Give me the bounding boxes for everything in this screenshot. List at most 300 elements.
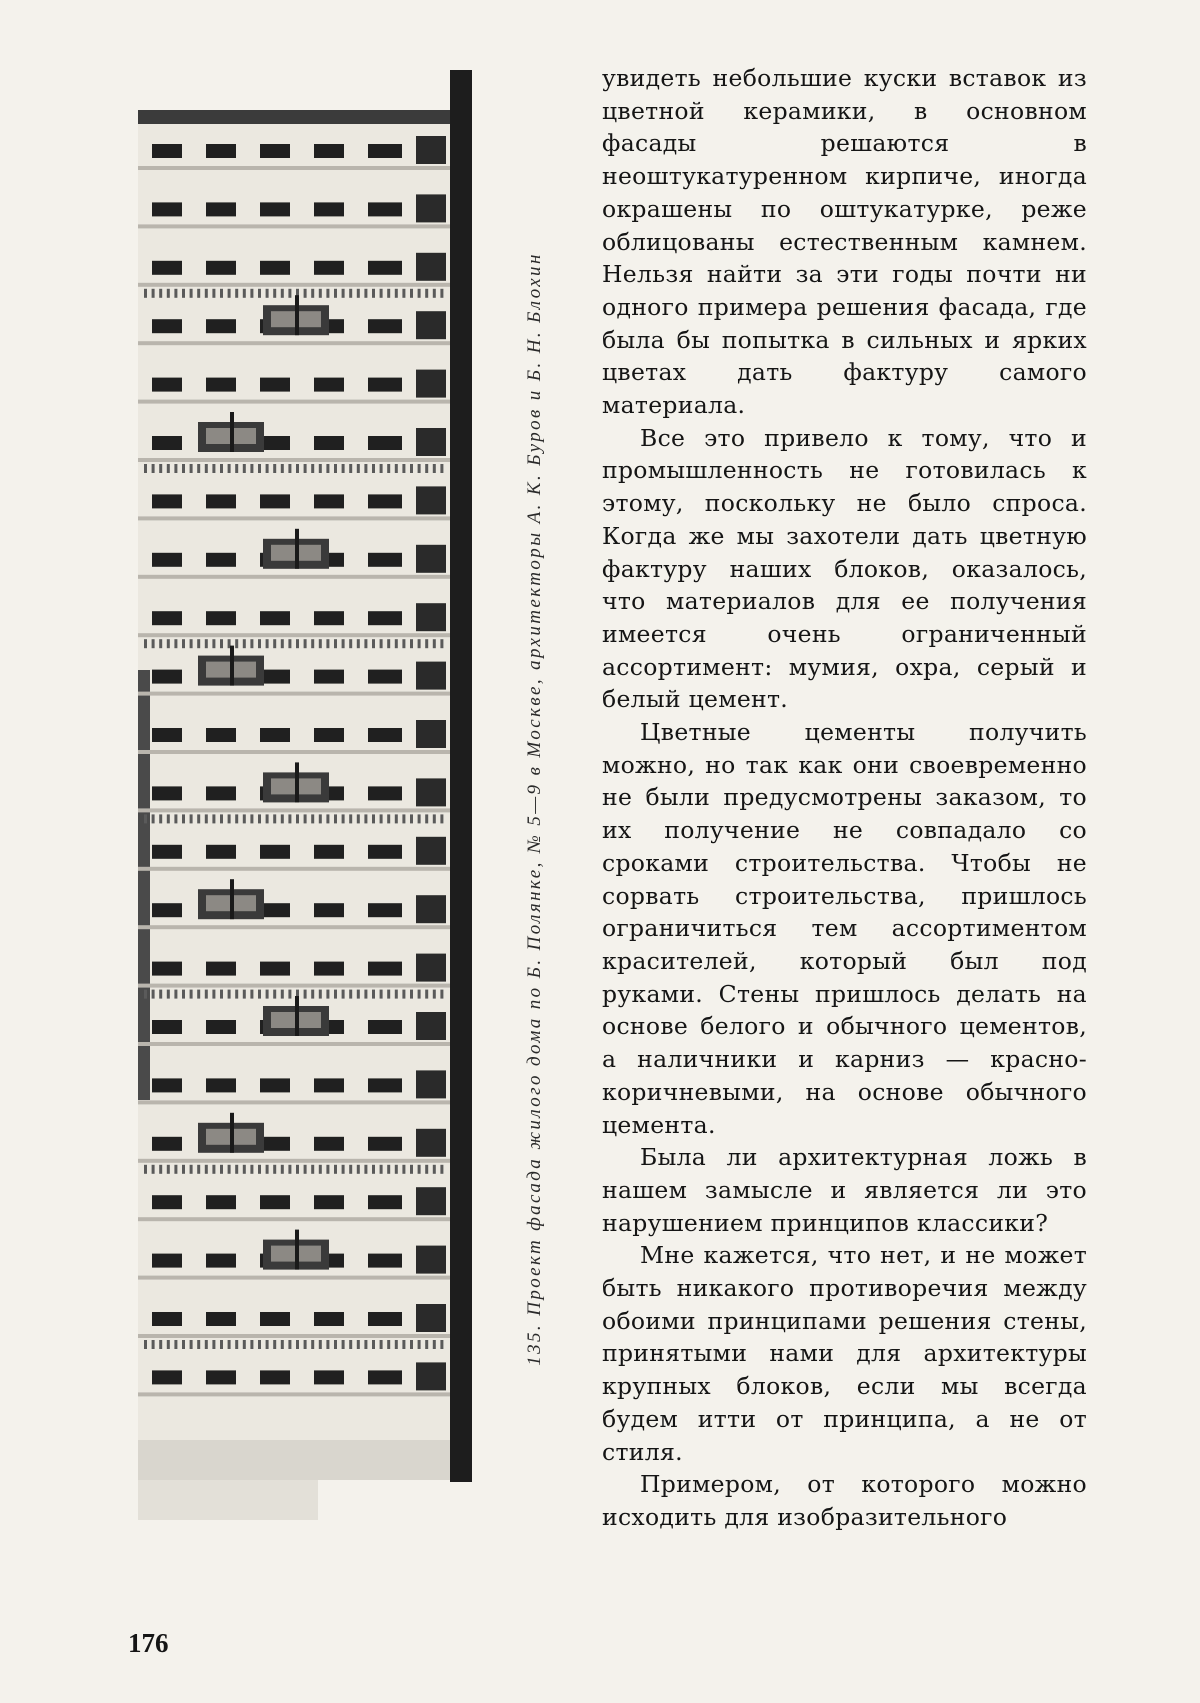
cornice-dentil [205, 814, 208, 823]
cornice-dentil [402, 639, 405, 648]
balcony-post [295, 529, 299, 569]
cornice-dentil [380, 289, 383, 298]
cornice-dentil [364, 990, 367, 999]
window [314, 1370, 344, 1384]
cornice-dentil [174, 289, 177, 298]
window [152, 319, 182, 333]
window [314, 494, 344, 508]
cornice-dentil [212, 464, 215, 473]
cornice-dentil [182, 289, 185, 298]
window [152, 670, 182, 684]
window [206, 786, 236, 800]
cornice-dentil [174, 1165, 177, 1174]
window [206, 611, 236, 625]
cornice-dentil [304, 464, 307, 473]
window [206, 319, 236, 333]
window [416, 954, 446, 982]
cornice-dentil [380, 1165, 383, 1174]
floor-band [138, 166, 450, 170]
window [416, 837, 446, 865]
cornice-dentil [212, 639, 215, 648]
window [314, 144, 344, 158]
cornice-dentil [212, 289, 215, 298]
cornice-dentil [266, 464, 269, 473]
floor-band [138, 283, 450, 287]
cornice-dentil [243, 639, 246, 648]
cornice-dentil [167, 289, 170, 298]
cornice-dentil [281, 1165, 284, 1174]
cornice-dentil [288, 464, 291, 473]
floor-band [138, 341, 450, 345]
window [152, 202, 182, 216]
window [152, 1195, 182, 1209]
window [206, 378, 236, 392]
cornice-dentil [167, 990, 170, 999]
cornice-dentil [273, 464, 276, 473]
cornice-dentil [197, 1340, 200, 1349]
cornice-dentil [387, 814, 390, 823]
cornice-dentil [380, 464, 383, 473]
cornice-dentil [258, 289, 261, 298]
window [152, 378, 182, 392]
cornice-dentil [433, 814, 436, 823]
cornice-dentil [212, 1340, 215, 1349]
window [152, 1370, 182, 1384]
cornice-dentil [182, 1165, 185, 1174]
cornice-dentil [250, 814, 253, 823]
cornice-dentil [220, 289, 223, 298]
cornice-dentil [190, 289, 193, 298]
cornice-dentil [250, 1165, 253, 1174]
cornice-dentil [228, 990, 231, 999]
window [368, 378, 402, 392]
cornice-dentil [159, 289, 162, 298]
cornice-dentil [425, 814, 428, 823]
paragraph: Цветные цементы получить можно, но так как они своевременно не были предусмотрены заказом, то их получение не совпадало со сроками строительства. Чтобы не сорвать строительства, пришлось ограничиться тем ассортиментом красителей, который был под руками. Стены пришлось делать на основе белого и обычного цементов, а наличники и карниз — красно-коричневыми, на основе обычного цемента. [602, 718, 1087, 1139]
cornice-dentil [402, 464, 405, 473]
floor-band [138, 1276, 450, 1280]
window [416, 1187, 446, 1215]
cornice-dentil [357, 1165, 360, 1174]
cornice-dentil [235, 464, 238, 473]
window [368, 494, 402, 508]
window [314, 611, 344, 625]
cornice-dentil [326, 639, 329, 648]
cornice-dentil [326, 464, 329, 473]
cornice-dentil [281, 289, 284, 298]
cornice-dentil [273, 639, 276, 648]
cornice-dentil [372, 639, 375, 648]
cornice-dentil [235, 1340, 238, 1349]
cornice-dentil [342, 639, 345, 648]
cornice-dentil [281, 990, 284, 999]
balcony-post [230, 412, 234, 452]
cornice-dentil [296, 464, 299, 473]
cornice-dentil [372, 1340, 375, 1349]
window [206, 1254, 236, 1268]
cornice-dentil [220, 639, 223, 648]
cornice-dentil [167, 1340, 170, 1349]
cornice-dentil [266, 1340, 269, 1349]
cornice-dentil [190, 990, 193, 999]
cornice-dentil [418, 639, 421, 648]
cornice-dentil [288, 289, 291, 298]
cornice-dentil [228, 464, 231, 473]
cornice-dentil [220, 990, 223, 999]
floor-band [138, 1334, 450, 1338]
cornice-dentil [395, 814, 398, 823]
cornice-dentil [402, 1165, 405, 1174]
cornice-dentil [349, 814, 352, 823]
cornice-dentil [402, 990, 405, 999]
cornice-dentil [319, 990, 322, 999]
window [152, 786, 182, 800]
cornice-dentil [334, 464, 337, 473]
cornice-dentil [220, 1165, 223, 1174]
cornice-dentil [425, 639, 428, 648]
window [368, 1078, 402, 1092]
facade-shadow [138, 670, 150, 1100]
cornice-dentil [197, 639, 200, 648]
window [416, 545, 446, 573]
cornice-dentil [319, 1165, 322, 1174]
cornice-dentil [159, 1165, 162, 1174]
cornice-dentil [273, 1165, 276, 1174]
window [152, 436, 182, 450]
cornice-dentil [410, 1340, 413, 1349]
cornice-dentil [349, 464, 352, 473]
floor-band [138, 458, 450, 462]
cornice-dentil [205, 464, 208, 473]
cornice-dentil [174, 990, 177, 999]
cornice-dentil [395, 464, 398, 473]
cornice-dentil [372, 990, 375, 999]
cornice-dentil [159, 1340, 162, 1349]
cornice-dentil [144, 1340, 147, 1349]
cornice-dentil [364, 1340, 367, 1349]
window [416, 1362, 446, 1390]
cornice-dentil [311, 1340, 314, 1349]
window [314, 1137, 344, 1151]
cornice-dentil [243, 289, 246, 298]
window [152, 845, 182, 859]
cornice-dentil [357, 639, 360, 648]
paragraph: Была ли архитектурная ложь в нашем замысле и является ли это нарушением принципов классики? [602, 1143, 1087, 1237]
cornice-dentil [190, 1165, 193, 1174]
cornice-dentil [167, 639, 170, 648]
window [152, 1020, 182, 1034]
cornice-dentil [266, 990, 269, 999]
cornice-dentil [395, 1340, 398, 1349]
cornice-dentil [380, 990, 383, 999]
window [152, 611, 182, 625]
paragraph: увидеть небольшие куски вставок из цветной керамики, в основном фасады решаются в неоштукатуренном кирпиче, иногда окрашены по оштукатурке, реже облицованы естественным камнем. Нельзя найти за эти годы почти ни одного примера решения фасада, где была бы попытка в сильных и ярких цветах дать фактуру самого материала. [602, 64, 1087, 420]
window [368, 903, 402, 917]
cornice-dentil [288, 1340, 291, 1349]
cornice-dentil [433, 639, 436, 648]
cornice-dentil [159, 464, 162, 473]
window [206, 728, 236, 742]
window [314, 436, 344, 450]
window [206, 962, 236, 976]
window [260, 962, 290, 976]
window [314, 845, 344, 859]
cornice-dentil [311, 814, 314, 823]
cornice-dentil [387, 1340, 390, 1349]
cornice-dentil [311, 990, 314, 999]
window [260, 1195, 290, 1209]
window [206, 1195, 236, 1209]
cornice-dentil [182, 639, 185, 648]
cornice-dentil [174, 814, 177, 823]
cornice-dentil [326, 990, 329, 999]
cornice-dentil [372, 464, 375, 473]
window [206, 1370, 236, 1384]
facade-base [138, 1440, 450, 1480]
window [368, 319, 402, 333]
window [314, 202, 344, 216]
cornice-dentil [410, 814, 413, 823]
cornice-dentil [372, 1165, 375, 1174]
cornice-dentil [334, 990, 337, 999]
window [368, 786, 402, 800]
window [206, 144, 236, 158]
window [416, 603, 446, 631]
ground [138, 1480, 318, 1520]
window [416, 662, 446, 690]
cornice-dentil [364, 464, 367, 473]
cornice-dentil [250, 639, 253, 648]
window [314, 962, 344, 976]
cornice-dentil [418, 990, 421, 999]
cornice-dentil [433, 1340, 436, 1349]
window [314, 670, 344, 684]
window [206, 261, 236, 275]
cornice-dentil [380, 639, 383, 648]
cornice-dentil [152, 289, 155, 298]
window [416, 720, 446, 748]
cornice-dentil [182, 990, 185, 999]
window [368, 728, 402, 742]
window [152, 494, 182, 508]
cornice-dentil [342, 464, 345, 473]
cornice-dentil [228, 1340, 231, 1349]
cornice-dentil [250, 289, 253, 298]
cornice-dentil [304, 990, 307, 999]
cornice-dentil [159, 639, 162, 648]
cornice-dentil [418, 464, 421, 473]
cornice-dentil [228, 289, 231, 298]
facade-illustration [138, 70, 490, 1548]
cornice-dentil [410, 464, 413, 473]
window [260, 903, 290, 917]
cornice-dentil [235, 289, 238, 298]
cornice-dentil [174, 639, 177, 648]
floor-band [138, 1042, 450, 1046]
window [152, 962, 182, 976]
window [260, 845, 290, 859]
cornice-dentil [433, 289, 436, 298]
window [260, 261, 290, 275]
cornice-dentil [235, 814, 238, 823]
cornice-dentil [387, 464, 390, 473]
window [260, 378, 290, 392]
cornice-dentil [144, 1165, 147, 1174]
window [260, 670, 290, 684]
window [314, 1195, 344, 1209]
cornice-dentil [159, 990, 162, 999]
cornice-dentil [395, 289, 398, 298]
cornice-dentil [190, 814, 193, 823]
balcony-post [295, 295, 299, 335]
window [416, 311, 446, 339]
cornice-dentil [334, 289, 337, 298]
cornice-dentil [304, 1340, 307, 1349]
cornice-dentil [167, 814, 170, 823]
cornice-dentil [380, 1340, 383, 1349]
cornice-dentil [440, 639, 443, 648]
cornice-dentil [395, 990, 398, 999]
cornice-dentil [190, 639, 193, 648]
body-text [602, 62, 1087, 1534]
cornice-dentil [220, 1340, 223, 1349]
cornice-dentil [319, 464, 322, 473]
cornice-dentil [402, 1340, 405, 1349]
window [368, 1370, 402, 1384]
cornice-dentil [425, 289, 428, 298]
window [416, 370, 446, 398]
cornice-dentil [319, 1340, 322, 1349]
floor-band [138, 1217, 450, 1221]
cornice-dentil [167, 1165, 170, 1174]
cornice-dentil [273, 1340, 276, 1349]
cornice-dentil [197, 814, 200, 823]
cornice-dentil [387, 289, 390, 298]
floor-band [138, 984, 450, 988]
window [260, 611, 290, 625]
cornice-dentil [235, 1165, 238, 1174]
cornice-dentil [152, 814, 155, 823]
balcony-post [230, 879, 234, 919]
cornice-dentil [235, 990, 238, 999]
window [368, 436, 402, 450]
window [416, 1012, 446, 1040]
cornice-dentil [440, 1340, 443, 1349]
floor-band [138, 925, 450, 929]
window [416, 1129, 446, 1157]
window [152, 553, 182, 567]
cornice-dentil [235, 639, 238, 648]
floor-band [138, 750, 450, 754]
window [260, 728, 290, 742]
cornice-dentil [304, 1165, 307, 1174]
cornice-dentil [440, 1165, 443, 1174]
cornice-dentil [402, 289, 405, 298]
window [152, 1078, 182, 1092]
floor-band [138, 224, 450, 228]
floor-band [138, 867, 450, 871]
cornice-dentil [273, 990, 276, 999]
cornice-dentil [228, 1165, 231, 1174]
facade-side-wall [450, 70, 472, 1482]
cornice-dentil [326, 1165, 329, 1174]
cornice-dentil [349, 289, 352, 298]
cornice-dentil [152, 990, 155, 999]
cornice-dentil [273, 814, 276, 823]
window [206, 494, 236, 508]
cornice-dentil [243, 464, 246, 473]
cornice-dentil [311, 1165, 314, 1174]
window [206, 1078, 236, 1092]
cornice-dentil [182, 814, 185, 823]
cornice-dentil [258, 814, 261, 823]
floor-band [138, 1159, 450, 1163]
cornice-dentil [296, 814, 299, 823]
cornice-dentil [182, 1340, 185, 1349]
cornice-dentil [372, 814, 375, 823]
cornice-dentil [197, 990, 200, 999]
cornice-dentil [387, 1165, 390, 1174]
cornice-dentil [342, 1340, 345, 1349]
cornice-dentil [395, 639, 398, 648]
floor-band [138, 516, 450, 520]
cornice-dentil [395, 1165, 398, 1174]
cornice-dentil [243, 814, 246, 823]
cornice-dentil [364, 1165, 367, 1174]
window [260, 144, 290, 158]
cornice-dentil [364, 639, 367, 648]
cornice-dentil [410, 289, 413, 298]
cornice-dentil [258, 990, 261, 999]
cornice-dentil [357, 464, 360, 473]
cornice-dentil [281, 639, 284, 648]
cornice-dentil [205, 990, 208, 999]
cornice-dentil [304, 639, 307, 648]
cornice-dentil [425, 1165, 428, 1174]
cornice-dentil [205, 639, 208, 648]
window [368, 1312, 402, 1326]
cornice-dentil [304, 814, 307, 823]
floor-band [138, 808, 450, 812]
cornice-dentil [380, 814, 383, 823]
cornice-dentil [349, 990, 352, 999]
cornice-dentil [152, 1340, 155, 1349]
cornice-dentil [144, 990, 147, 999]
cornice-dentil [410, 990, 413, 999]
cornice-dentil [357, 289, 360, 298]
cornice-dentil [266, 814, 269, 823]
window [314, 903, 344, 917]
window [152, 903, 182, 917]
cornice-dentil [281, 464, 284, 473]
cornice-dentil [334, 1340, 337, 1349]
paragraph: Мне кажется, что нет, и не может быть никакого противоречия между обоими принципами решения стены, принятыми нами для архитектуры крупных блоков, если мы всегда будем итти от принципа, а не от стиля. [602, 1241, 1087, 1466]
cornice-dentil [326, 1340, 329, 1349]
cornice-dentil [152, 1165, 155, 1174]
window [416, 136, 446, 164]
floor-band [138, 692, 450, 696]
window [368, 962, 402, 976]
cornice-dentil [425, 1340, 428, 1349]
cornice-dentil [418, 289, 421, 298]
cornice-dentil [319, 639, 322, 648]
cornice-dentil [326, 814, 329, 823]
paragraph: Примером, от которого можно исходить для изобразительного [602, 1470, 1087, 1531]
window [152, 144, 182, 158]
cornice-dentil [342, 1165, 345, 1174]
window [206, 202, 236, 216]
cornice-dentil [357, 990, 360, 999]
